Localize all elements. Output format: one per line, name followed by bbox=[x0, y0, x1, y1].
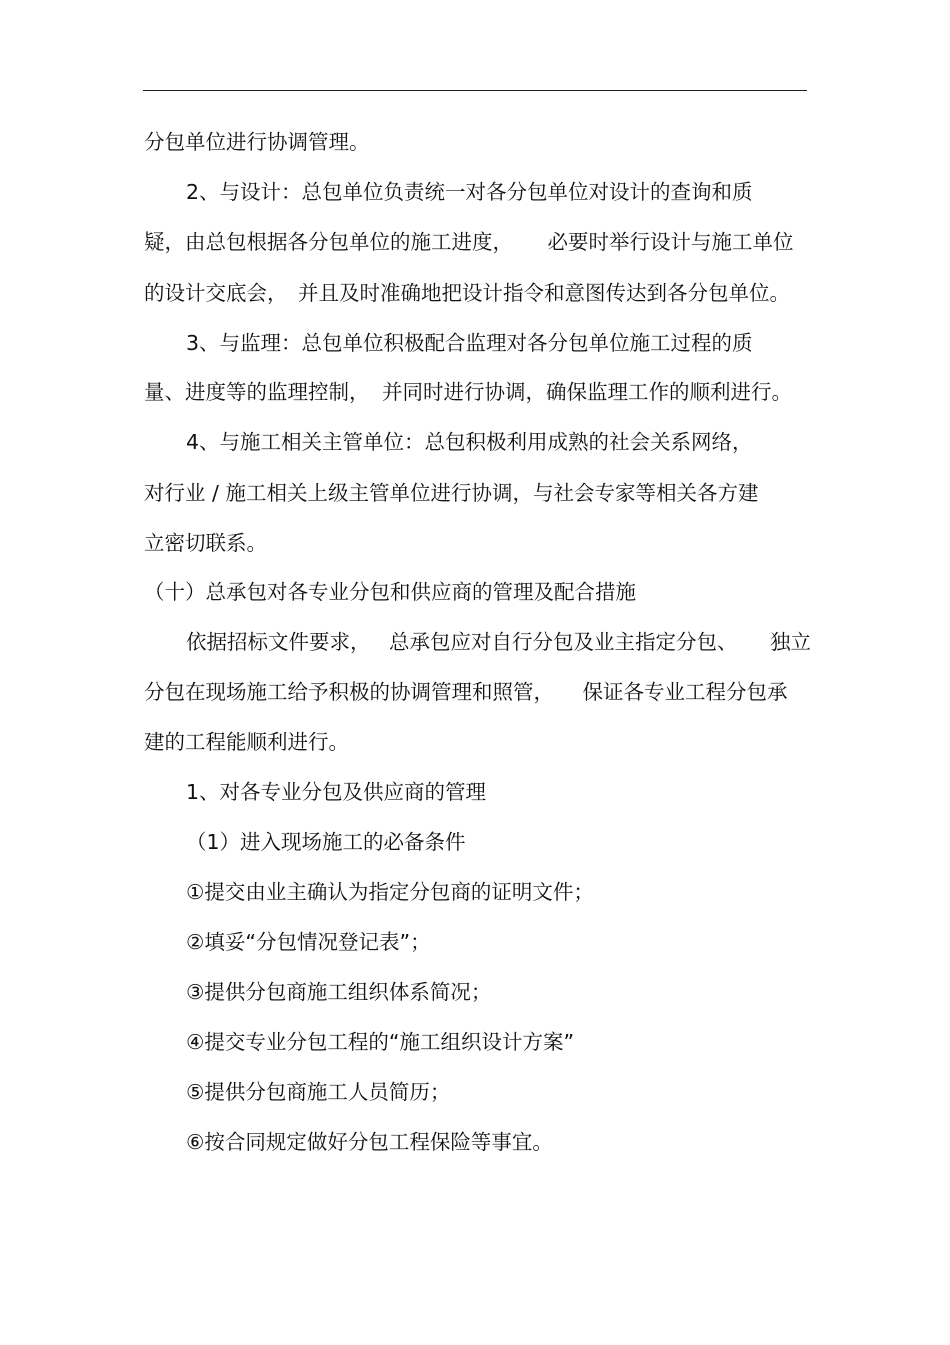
list-item bbox=[186, 928, 431, 956]
section-heading bbox=[144, 578, 636, 606]
text-segment: 疑，由总包根据各分包单位的施工进度， bbox=[144, 230, 513, 254]
subsection-heading bbox=[186, 828, 466, 856]
text-segment: 总承包应对自行分包及业主指定分包、 bbox=[389, 630, 738, 654]
text-line bbox=[186, 428, 753, 456]
list-item bbox=[186, 1028, 574, 1056]
text-segment: 1、对各专业分包及供应商的管理 bbox=[186, 780, 487, 804]
text-segment: ④提交专业分包工程的“施工组织设计方案” bbox=[186, 1030, 575, 1054]
subsection-heading bbox=[186, 778, 486, 806]
text-segment: 分包单位进行协调管理。 bbox=[144, 130, 370, 154]
text-line bbox=[144, 678, 788, 706]
text-line bbox=[144, 378, 792, 406]
text-line bbox=[186, 178, 753, 206]
text-segment: 并同时进行协调，确保监理工作的顺利进行。 bbox=[382, 380, 793, 404]
text-line bbox=[144, 128, 370, 156]
text-line bbox=[186, 329, 753, 357]
text-segment: （十）总承包对各专业分包和供应商的管理及配合措施 bbox=[144, 580, 636, 604]
header-rule bbox=[143, 90, 807, 91]
text-line bbox=[186, 628, 811, 656]
text-segment: ②填妥“分包情况登记表”； bbox=[186, 930, 431, 954]
text-line bbox=[144, 228, 794, 256]
text-segment: 对行业 / 施工相关上级主管单位进行协调，与社会专家等相关各方建 bbox=[144, 481, 759, 505]
text-segment: ③提供分包商施工组织体系简况； bbox=[186, 980, 492, 1004]
text-segment: 保证各专业工程分包承 bbox=[582, 680, 788, 704]
text-segment: 独立 bbox=[770, 630, 812, 654]
text-segment: 并且及时准确地把设计指令和意图传达到各分包单位。 bbox=[298, 281, 791, 305]
text-line bbox=[144, 479, 758, 507]
text-segment: 依据招标文件要求， bbox=[186, 630, 371, 654]
text-segment: 建的工程能顺利进行。 bbox=[144, 730, 349, 754]
text-segment: 必要时举行设计与施工单位 bbox=[547, 230, 794, 254]
text-line bbox=[144, 529, 267, 557]
text-segment: 量、进度等的监理控制， bbox=[144, 380, 370, 404]
list-item bbox=[186, 878, 594, 906]
text-segment: 的设计交底会， bbox=[144, 281, 288, 305]
text-segment: 3、与监理：总包单位积极配合监理对各分包单位施工过程的质 bbox=[186, 331, 753, 355]
list-item bbox=[186, 1078, 450, 1106]
text-segment: ①提交由业主确认为指定分包商的证明文件； bbox=[186, 880, 594, 904]
list-item bbox=[186, 1128, 553, 1156]
text-segment: ⑥按合同规定做好分包工程保险等事宜。 bbox=[186, 1130, 553, 1154]
text-line bbox=[144, 728, 349, 756]
text-segment: 分包在现场施工给予积极的协调管理和照管， bbox=[144, 680, 554, 704]
list-item bbox=[186, 978, 491, 1006]
text-segment: 立密切联系。 bbox=[144, 531, 267, 555]
text-segment: 4、与施工相关主管单位：总包积极利用成熟的社会关系网络， bbox=[186, 430, 753, 454]
text-segment: ⑤提供分包商施工人员简历； bbox=[186, 1080, 451, 1104]
text-line bbox=[144, 279, 790, 307]
text-segment: 2、与设计：总包单位负责统一对各分包单位对设计的查询和质 bbox=[186, 180, 753, 204]
text-segment: （1）进入现场施工的必备条件 bbox=[186, 830, 466, 854]
